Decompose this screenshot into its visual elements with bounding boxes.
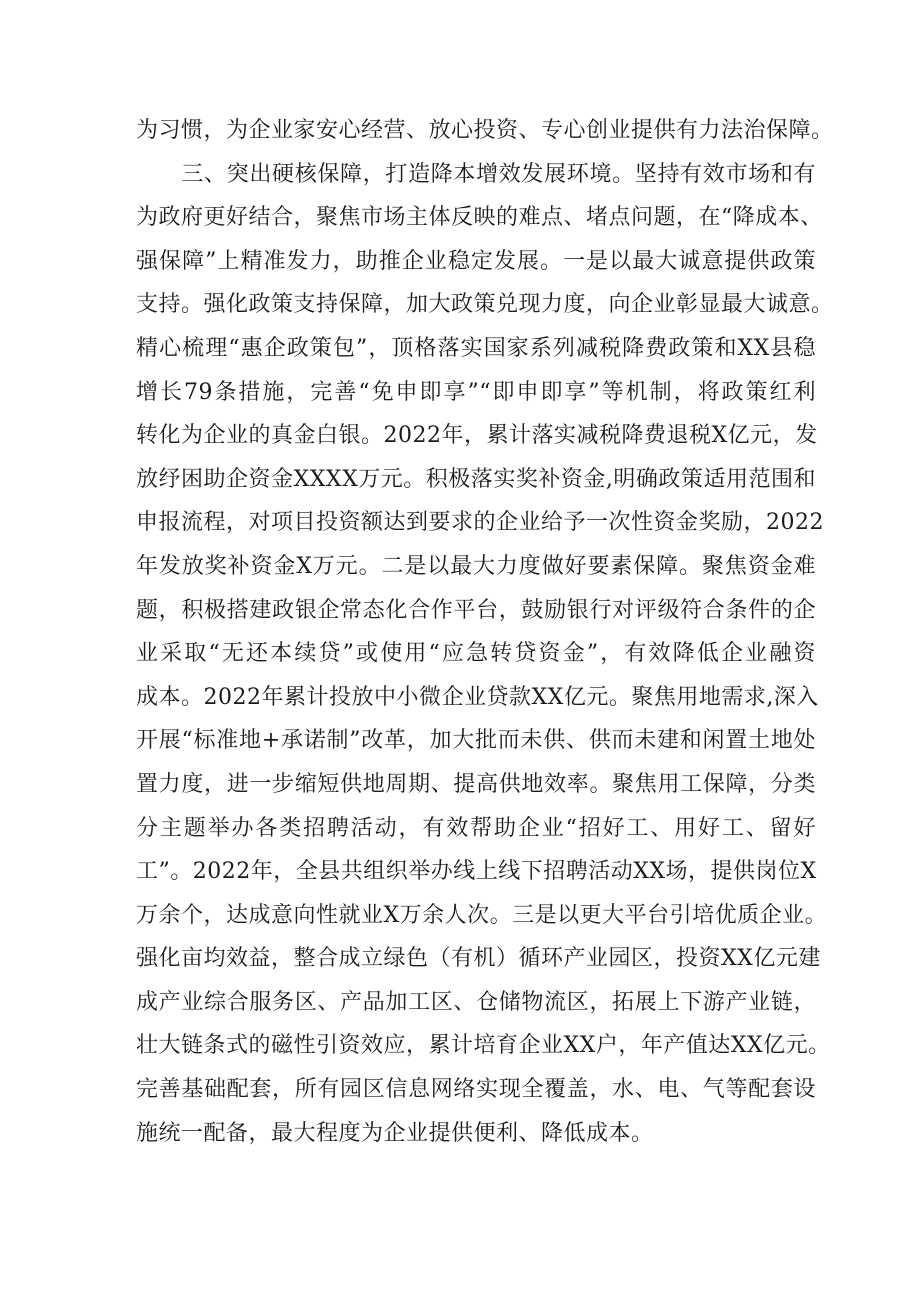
text-line: 增长79条措施，完善“免申即享”“即申即享”等机制，将政策红利 <box>136 379 816 405</box>
text-line: 年发放奖补资金X万元。二是以最大力度做好要素保障。聚焦资金难 <box>136 553 816 579</box>
text-line: 支持。强化政策支持保障，加大政策兑现力度，向企业彰显最大诚意。 <box>136 292 834 318</box>
text-line: 为习惯，为企业家安心经营、放心投资、专心创业提供有力法治保障。 <box>136 118 834 143</box>
text-line: 万余个，达成意向性就业X万余人次。三是以更大平台引培优质企业。 <box>136 902 828 928</box>
text-line: 成本。2022年累计投放中小微企业贷款XX亿元。聚焦用地需求,深入 <box>136 684 819 710</box>
text-line: 申报流程，对项目投资额达到要求的企业给予一次性资金奖励，2022 <box>136 510 824 536</box>
text-line: 施统一配备，最大程度为企业提供便利、降低成本。 <box>136 1120 654 1146</box>
text-line: 完善基础配套，所有园区信息网络实现全覆盖，水、电、气等配套设 <box>136 1077 816 1103</box>
section-heading-line: 三、突出硬核保障，打造降本增效发展环境。坚持有效市场和有 <box>136 161 816 187</box>
text-line: 置力度，进一步缩短供地周期、提高供地效率。聚焦用工保障，分类 <box>136 771 816 797</box>
text-line: 开展“标准地+承诺制”改革，加大批而未供、供而未建和闲置土地处 <box>136 728 816 754</box>
text-line: 强化亩均效益，整合成立绿色（有机）循环产业园区，投资XX亿元建 <box>136 946 821 972</box>
body-text <box>136 109 834 1155</box>
text-line: 为政府更好结合，聚焦市场主体反映的难点、堵点问题，在“降成本、 <box>136 205 823 231</box>
text-line: 精心梳理“惠企政策包”，顶格落实国家系列减税降费政策和XX县稳 <box>136 335 816 361</box>
text-line: 放纾困助企资金XXXX万元。积极落实奖补资金,明确政策适用范围和 <box>136 466 816 492</box>
text-line: 业采取“无还本续贷”或使用“应急转贷资金”，有效降低企业融资 <box>136 641 816 667</box>
text-line: 题，积极搭建政银企常态化合作平台，鼓励银行对评级符合条件的企 <box>136 597 816 623</box>
text-line: 工”。2022年，全县共组织举办线上线下招聘活动XX场，提供岗位X <box>136 859 817 885</box>
text-line: 壮大链条式的磁性引资效应，累计培育企业XX户，年产值达XX亿元。 <box>136 1033 831 1059</box>
text-line: 转化为企业的真金白银。2022年，累计落实减税降费退税X亿元，发 <box>136 423 818 449</box>
text-line: 强保障”上精准发力，助推企业稳定发展。一是以最大诚意提供政策 <box>136 248 816 274</box>
text-line: 成产业综合服务区、产品加工区、仓储物流区，拓展上下游产业链， <box>136 989 816 1015</box>
text-line: 分主题举办各类招聘活动，有效帮助企业“招好工、用好工、留好 <box>136 815 816 841</box>
